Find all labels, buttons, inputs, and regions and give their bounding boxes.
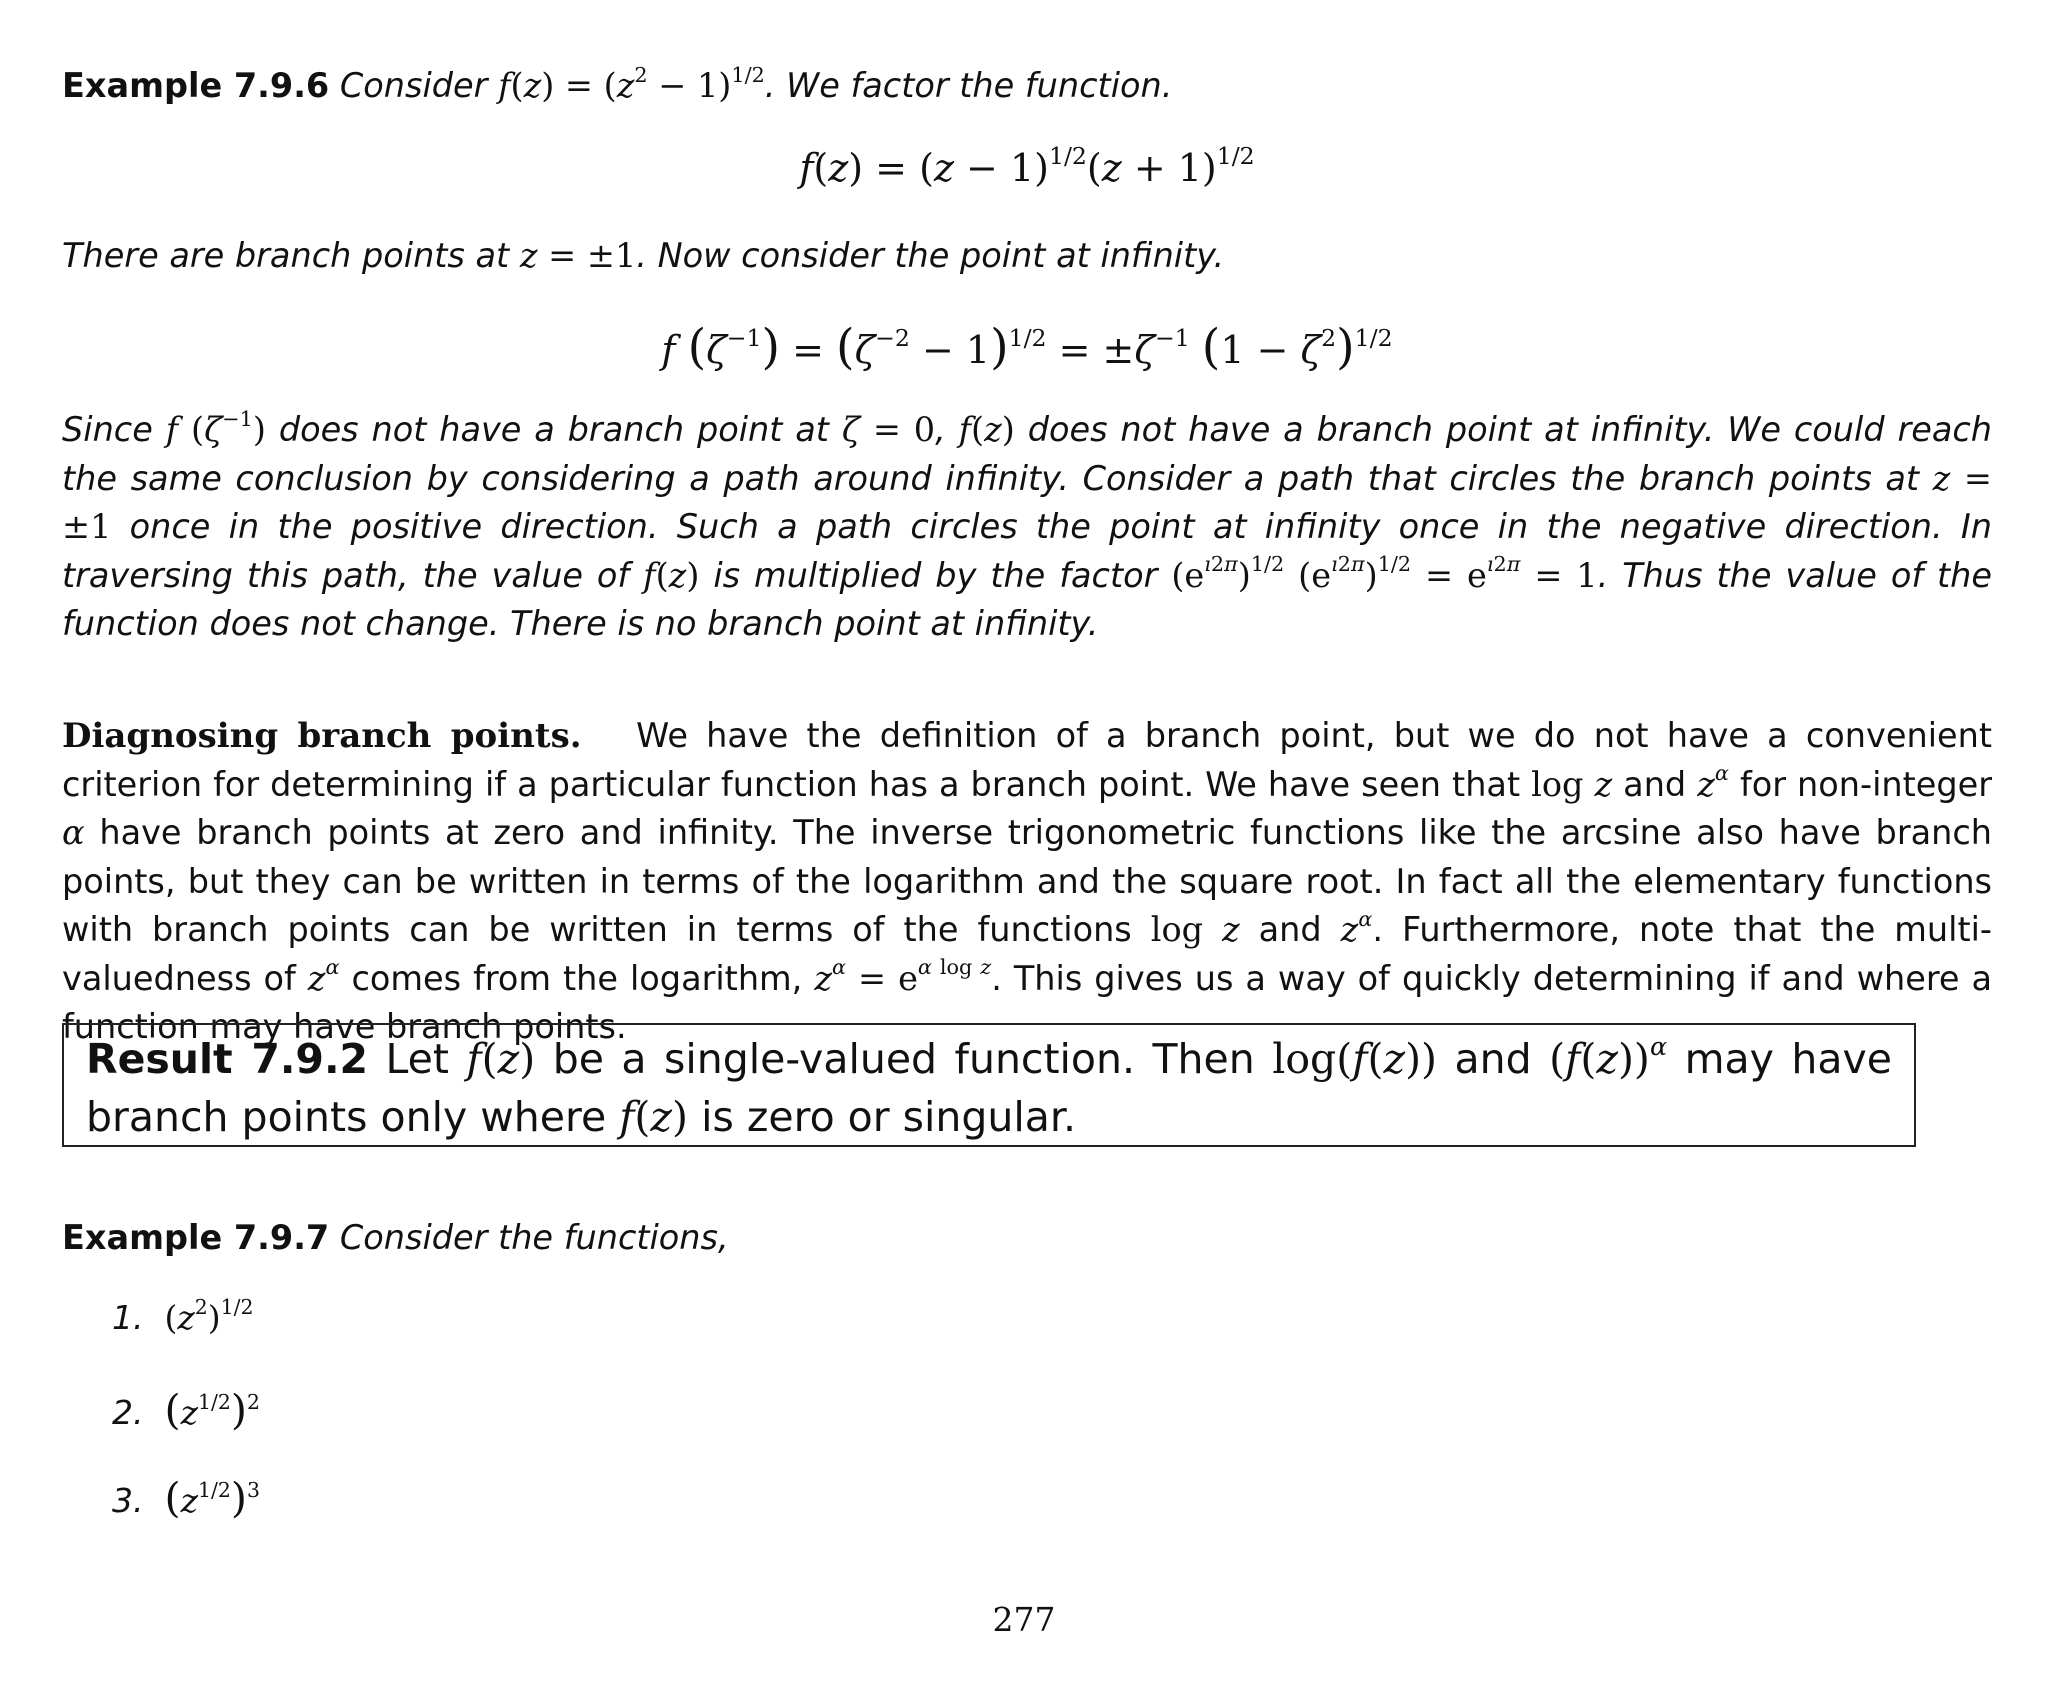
list-item: 3. $(z^{1/2})^3$ (112, 1474, 260, 1522)
list-item: 1. $(z^2)^{1/2}$ (112, 1294, 254, 1337)
equation-factor: $f(z) = (z - 1)^{1/2}(z + 1)^{1/2}$ (799, 141, 1255, 190)
diagnosing-paragraph: Diagnosing branch points. We have the definition of a branch point, but we do not have a convenient criterion for determining if a particular function has a branch point. We have seen that log z and $z^\alpha$ for non-integer α have branch points at zero and infinity. The inverse trigonometric functions like the arcsine also have branch points, but they can be written in terms of the logarithm and the square root. In fact all the elementary functions with branch points can be written in terms of the functions log z and $z^\alpha$. Furthermore, note that the multi-valuedness of $z^\alpha$ comes from the logarithm, $z^\alpha = e^{\alpha log z}$. This gives us a way of quickly determining if and where a function may have branch points. (62, 716, 1993, 1046)
result-text: Result 7.9.2 Let f(z) be a single-valued function. Then log(f(z)) and $(f(z))^\alpha$ may have branch points only where f(z) is zero or singular. (86, 1030, 1892, 1141)
example-label: Example 7.9.6 (62, 66, 330, 105)
result-box (62, 1023, 1916, 1147)
example-label: Example 7.9.7 (62, 1218, 330, 1257)
branch-points-sentence: There are branch points at z = ±1. Now consider the point at infinity. (62, 236, 1225, 275)
diagnosing-heading: Diagnosing branch points. (62, 716, 582, 756)
example-7-9-7-intro: Example 7.9.7 Consider the functions, (62, 1218, 729, 1257)
page-number: 277 (992, 1600, 1056, 1639)
result-label: Result 7.9.2 (86, 1035, 369, 1083)
equation-infinity: f $(\zeta^{-1}) = (\zeta^{-2} - 1)^{1/2} = \pm\zeta^{-1}$ $(1 - \zeta^2)^{1/2}$ (661, 320, 1393, 375)
example-7-9-6-intro: Example 7.9.6 Consider $f(z) = (z^2 - 1)^{1/2}$. We factor the function. (62, 62, 1173, 105)
list-item: 2. $(z^{1/2})^2$ (112, 1386, 260, 1434)
since-paragraph: Since f $(\zeta^{-1})$ does not have a branch point at ζ = 0, f(z) does not have a branch point at infinity. We could reach the same conclusion by considering a path around infinity. Consider a path that circles the branch points at z = ±1 once in the positive direction. Such a path circles the point at infinity once in the negative direction. In traversing this path, the value of f(z) is multiplied by the factor $(e^{ı2\pi})^{1/2}$ $(e^{ı2\pi})^{1/2} = e^{ı2\pi} = 1$. Thus the value of the function does not change. There is no branch point at infinity. (62, 406, 1993, 643)
